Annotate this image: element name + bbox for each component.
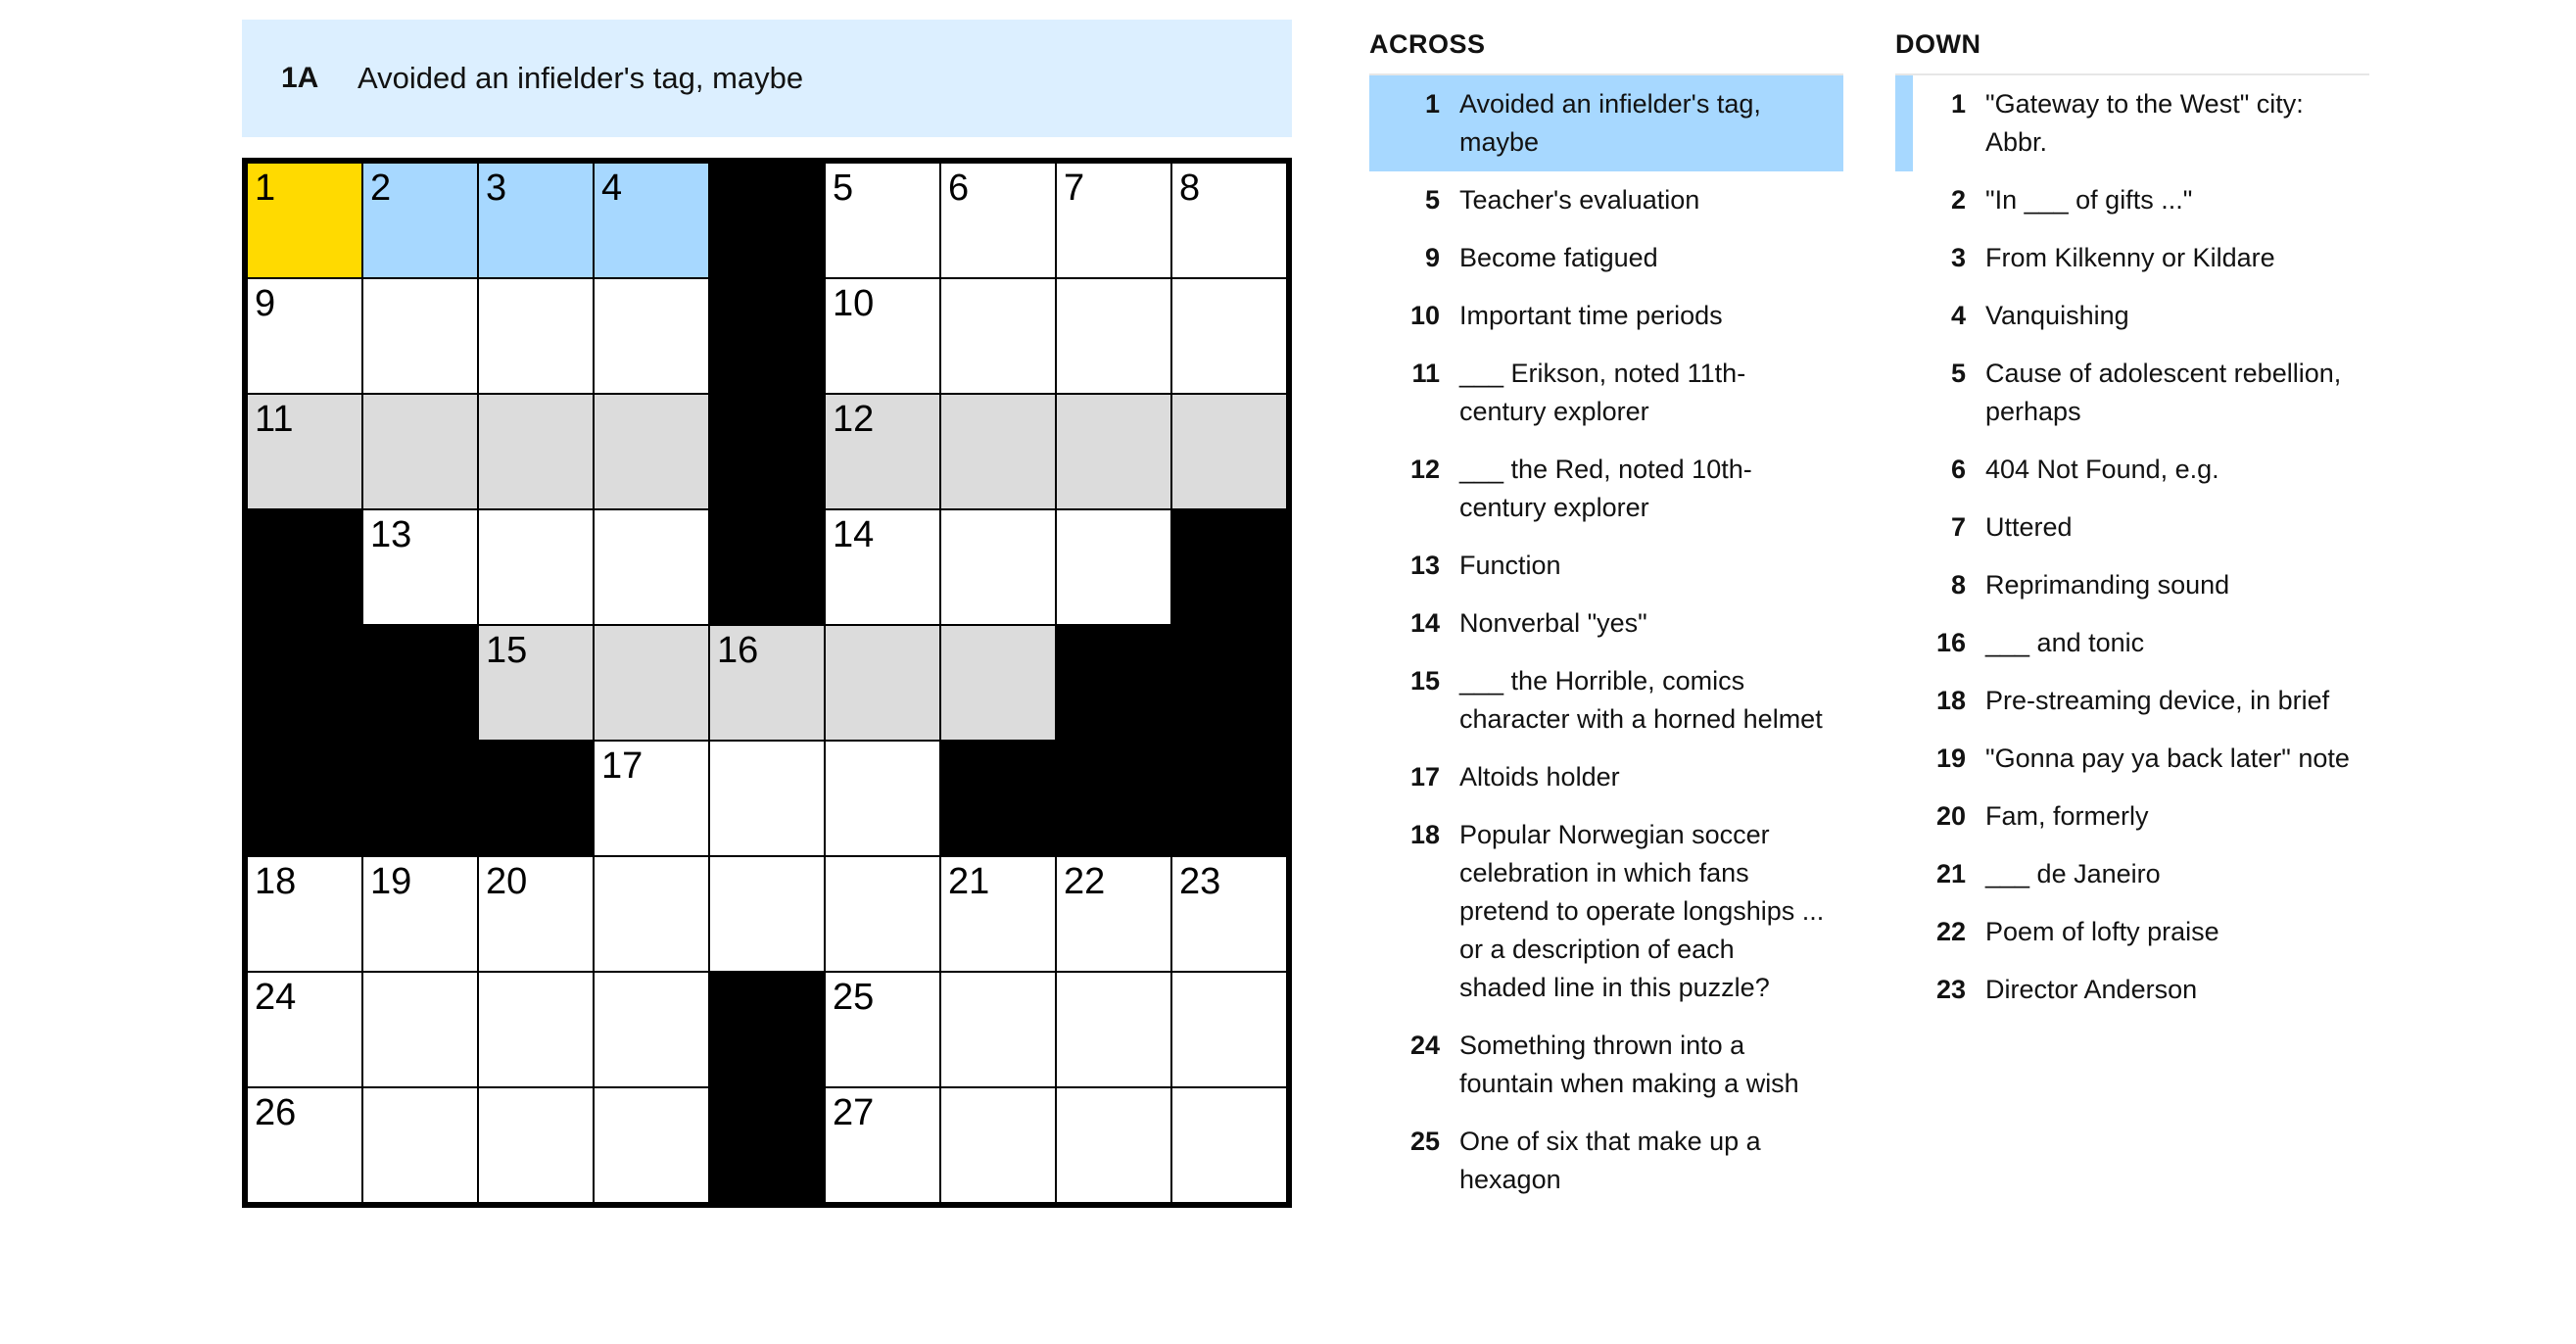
clue-number: 10	[1409, 301, 1440, 330]
clue-text: One of six that make up a hexagon	[1459, 1127, 1761, 1194]
clue-text: Pre-streaming device, in brief	[1985, 686, 2330, 715]
clue-number: 17	[1409, 762, 1440, 792]
block-cell	[710, 1088, 824, 1202]
clue-text: Avoided an infielder's tag, maybe	[1459, 89, 1761, 157]
clue-number: 8	[1950, 570, 1966, 600]
grid-cell[interactable]	[1172, 279, 1286, 393]
down-clue-18[interactable]	[1895, 672, 2369, 730]
block-cell	[1057, 742, 1170, 855]
clue-number: 5	[1950, 359, 1966, 388]
down-clue-16[interactable]	[1895, 614, 2369, 672]
block-cell	[1057, 626, 1170, 740]
down-clues	[1895, 75, 2369, 1019]
clue-number: 16	[1935, 628, 1966, 657]
clue-number: 1	[1424, 89, 1440, 119]
grid-cell[interactable]	[595, 510, 708, 624]
grid-cell[interactable]	[595, 395, 708, 508]
grid-cell[interactable]	[479, 1088, 593, 1202]
block-cell	[710, 164, 824, 277]
grid-cell[interactable]	[1172, 857, 1286, 971]
block-cell	[363, 742, 477, 855]
across-clue-24[interactable]	[1369, 1017, 1843, 1113]
grid-cell[interactable]	[595, 742, 708, 855]
clue-text: Important time periods	[1459, 301, 1723, 330]
block-cell	[710, 279, 824, 393]
grid-cell[interactable]	[826, 1088, 939, 1202]
grid-cell[interactable]	[941, 510, 1055, 624]
clue-text: ___ and tonic	[1985, 628, 2145, 657]
grid-cell[interactable]	[363, 510, 477, 624]
across-clue-14[interactable]	[1369, 595, 1843, 652]
cell-number: 26	[255, 1092, 297, 1133]
clue-text: "Gonna pay ya back later" note	[1985, 744, 2350, 773]
grid-cell[interactable]	[363, 857, 477, 971]
across-clue-9[interactable]	[1369, 229, 1843, 287]
grid-cell[interactable]	[826, 164, 939, 277]
cell-number: 19	[370, 861, 412, 902]
clue-text: Fam, formerly	[1985, 801, 2149, 831]
block-cell	[1172, 510, 1286, 624]
cell-number: 18	[255, 861, 297, 902]
cell-number: 2	[370, 168, 392, 209]
clue-text: Vanquishing	[1985, 301, 2129, 330]
down-clue-23[interactable]	[1895, 961, 2369, 1019]
clue-text: Reprimanding sound	[1985, 570, 2230, 600]
clue-text: From Kilkenny or Kildare	[1985, 243, 2275, 272]
grid-cell[interactable]	[248, 279, 361, 393]
across-clue-17[interactable]	[1369, 748, 1843, 806]
grid-cell[interactable]	[595, 164, 708, 277]
grid-cell[interactable]	[363, 279, 477, 393]
clue-text: ___ the Horrible, comics character with a horned helmet	[1459, 666, 1823, 734]
cell-number: 17	[601, 745, 644, 787]
cell-number: 22	[1064, 861, 1106, 902]
grid-cell[interactable]	[941, 279, 1055, 393]
grid-cell[interactable]	[941, 973, 1055, 1086]
cell-number: 6	[948, 168, 970, 209]
cell-number: 4	[601, 168, 623, 209]
cell-number: 9	[255, 283, 276, 324]
across-clue-list	[1369, 29, 1843, 1209]
clue-text: Cause of adolescent rebellion, perhaps	[1985, 359, 2342, 426]
clue-number: 25	[1409, 1127, 1440, 1156]
grid-cell[interactable]	[941, 164, 1055, 277]
clue-text: Nonverbal "yes"	[1459, 608, 1647, 638]
clue-number: 18	[1409, 820, 1440, 849]
grid-cell[interactable]	[710, 742, 824, 855]
grid-cell[interactable]	[826, 279, 939, 393]
grid-cell[interactable]	[1057, 973, 1170, 1086]
across-clue-5[interactable]	[1369, 171, 1843, 229]
grid-cell[interactable]	[595, 279, 708, 393]
grid-cell[interactable]	[826, 973, 939, 1086]
grid-cell[interactable]	[479, 510, 593, 624]
clue-text: Become fatigued	[1459, 243, 1658, 272]
grid-cell[interactable]	[1172, 164, 1286, 277]
across-clue-10[interactable]	[1369, 287, 1843, 345]
clue-number: 23	[1935, 975, 1966, 1004]
cell-number: 24	[255, 977, 297, 1018]
clue-text: Popular Norwegian soccer celebration in which fans pretend to operate longships ... or a description of each shaded line in this puzzle?	[1459, 820, 1825, 1002]
cell-number: 8	[1179, 168, 1201, 209]
block-cell	[1172, 626, 1286, 740]
block-cell	[710, 973, 824, 1086]
clue-text: ___ de Janeiro	[1985, 859, 2161, 888]
grid-cell[interactable]	[1057, 279, 1170, 393]
grid-cell[interactable]	[248, 164, 361, 277]
grid-cell[interactable]	[826, 395, 939, 508]
grid-cell[interactable]	[826, 857, 939, 971]
cell-number: 21	[948, 861, 990, 902]
cell-number: 23	[1179, 861, 1221, 902]
grid-cell[interactable]	[710, 626, 824, 740]
cell-number: 11	[255, 399, 294, 440]
clue-number: 5	[1424, 185, 1440, 215]
current-clue-number: 1A	[281, 62, 319, 94]
down-heading: DOWN	[1895, 29, 2369, 75]
across-clue-13[interactable]	[1369, 537, 1843, 595]
clue-number: 15	[1409, 666, 1440, 696]
cell-number: 15	[486, 630, 528, 671]
block-cell	[710, 395, 824, 508]
clue-text: ___ Erikson, noted 11th-century explorer	[1459, 359, 1746, 426]
clue-text: 404 Not Found, e.g.	[1985, 455, 2219, 484]
grid-cell[interactable]	[710, 857, 824, 971]
block-cell	[363, 626, 477, 740]
cell-number: 27	[833, 1092, 875, 1133]
grid-cell[interactable]	[1057, 510, 1170, 624]
grid-cell[interactable]	[479, 395, 593, 508]
down-clue-21[interactable]	[1895, 845, 2369, 903]
clue-text: Something thrown into a fountain when making a wish	[1459, 1031, 1799, 1098]
down-clue-22[interactable]	[1895, 903, 2369, 961]
clue-number: 19	[1935, 744, 1966, 773]
across-clues	[1369, 75, 1843, 1209]
cell-number: 10	[833, 283, 875, 324]
down-clue-1[interactable]	[1895, 75, 2369, 171]
clue-number: 12	[1409, 455, 1440, 484]
clue-number: 24	[1409, 1031, 1440, 1060]
grid-cell[interactable]	[1057, 1088, 1170, 1202]
grid-cell[interactable]	[1172, 1088, 1286, 1202]
clue-number: 13	[1409, 551, 1440, 580]
down-clue-5[interactable]	[1895, 345, 2369, 441]
clue-number: 11	[1411, 359, 1440, 388]
clue-number: 4	[1950, 301, 1966, 330]
block-cell	[479, 742, 593, 855]
grid-cell[interactable]	[826, 742, 939, 855]
clue-text: Poem of lofty praise	[1985, 917, 2219, 946]
current-clue-text: Avoided an infielder's tag, maybe	[358, 61, 804, 95]
clue-text: Uttered	[1985, 512, 2073, 542]
across-heading: ACROSS	[1369, 29, 1843, 75]
block-cell	[1172, 742, 1286, 855]
clue-number: 21	[1935, 859, 1966, 888]
down-clue-list	[1895, 29, 2369, 1019]
clue-text: Function	[1459, 551, 1561, 580]
clue-text: Director Anderson	[1985, 975, 2198, 1004]
down-clue-4[interactable]	[1895, 287, 2369, 345]
clue-number: 14	[1409, 608, 1440, 638]
grid-cell[interactable]	[248, 857, 361, 971]
clue-text: "Gateway to the West" city: Abbr.	[1985, 89, 2304, 157]
grid-cell[interactable]	[248, 1088, 361, 1202]
across-clue-12[interactable]	[1369, 441, 1843, 537]
grid-cell[interactable]	[595, 1088, 708, 1202]
clue-number: 18	[1935, 686, 1966, 715]
clue-number: 3	[1950, 243, 1966, 272]
down-clue-19[interactable]	[1895, 730, 2369, 788]
cell-number: 25	[833, 977, 875, 1018]
grid-cell[interactable]	[941, 857, 1055, 971]
block-cell	[248, 626, 361, 740]
grid-cell[interactable]	[1172, 973, 1286, 1086]
grid-cell[interactable]	[595, 626, 708, 740]
cell-number: 3	[486, 168, 507, 209]
down-clue-6[interactable]	[1895, 441, 2369, 499]
grid-cell[interactable]	[826, 626, 939, 740]
block-cell	[710, 510, 824, 624]
clue-number: 9	[1424, 243, 1440, 272]
crossword-board[interactable]	[242, 158, 1292, 1208]
grid-cell[interactable]	[479, 164, 593, 277]
grid-cell[interactable]	[1057, 164, 1170, 277]
down-clue-8[interactable]	[1895, 556, 2369, 614]
cell-number: 20	[486, 861, 528, 902]
grid-cell[interactable]	[595, 973, 708, 1086]
current-clue-bar[interactable]	[242, 20, 1292, 137]
across-clue-18[interactable]	[1369, 806, 1843, 1017]
grid-cell[interactable]	[363, 164, 477, 277]
across-clue-1[interactable]	[1369, 75, 1843, 171]
grid-cell[interactable]	[1172, 395, 1286, 508]
cell-number: 7	[1064, 168, 1085, 209]
clue-text: Teacher's evaluation	[1459, 185, 1700, 215]
grid-cell[interactable]	[941, 626, 1055, 740]
grid-cell[interactable]	[479, 857, 593, 971]
clue-number: 22	[1935, 917, 1966, 946]
grid-cell[interactable]	[595, 857, 708, 971]
block-cell	[941, 742, 1055, 855]
grid-cell[interactable]	[941, 1088, 1055, 1202]
clue-text: "In ___ of gifts ..."	[1985, 185, 2193, 215]
clue-text: Altoids holder	[1459, 762, 1620, 792]
cell-number: 13	[370, 514, 412, 555]
down-clue-7[interactable]	[1895, 499, 2369, 556]
grid-cell[interactable]	[941, 395, 1055, 508]
across-clue-25[interactable]	[1369, 1113, 1843, 1209]
across-clue-15[interactable]	[1369, 652, 1843, 748]
block-cell	[248, 510, 361, 624]
grid-cell[interactable]	[248, 973, 361, 1086]
cell-number: 16	[717, 630, 759, 671]
down-clue-2[interactable]	[1895, 171, 2369, 229]
grid-cell[interactable]	[363, 973, 477, 1086]
cell-number: 12	[833, 399, 875, 440]
clue-number: 1	[1950, 89, 1966, 119]
grid-cell[interactable]	[479, 626, 593, 740]
grid-cell[interactable]	[479, 973, 593, 1086]
grid-cell[interactable]	[1057, 395, 1170, 508]
grid-cell[interactable]	[248, 395, 361, 508]
grid-cell[interactable]	[826, 510, 939, 624]
down-clue-20[interactable]	[1895, 788, 2369, 845]
block-cell	[248, 742, 361, 855]
across-clue-11[interactable]	[1369, 345, 1843, 441]
cell-number: 14	[833, 514, 875, 555]
clue-number: 20	[1935, 801, 1966, 831]
grid-cell[interactable]	[1057, 857, 1170, 971]
clue-number: 6	[1950, 455, 1966, 484]
clue-number: 2	[1950, 185, 1966, 215]
grid-cell[interactable]	[363, 395, 477, 508]
grid-cell[interactable]	[363, 1088, 477, 1202]
down-clue-3[interactable]	[1895, 229, 2369, 287]
clue-number: 7	[1950, 512, 1966, 542]
cell-number: 1	[255, 168, 276, 209]
clue-text: ___ the Red, noted 10th-century explorer	[1459, 455, 1752, 522]
cell-number: 5	[833, 168, 854, 209]
grid-cell[interactable]	[479, 279, 593, 393]
